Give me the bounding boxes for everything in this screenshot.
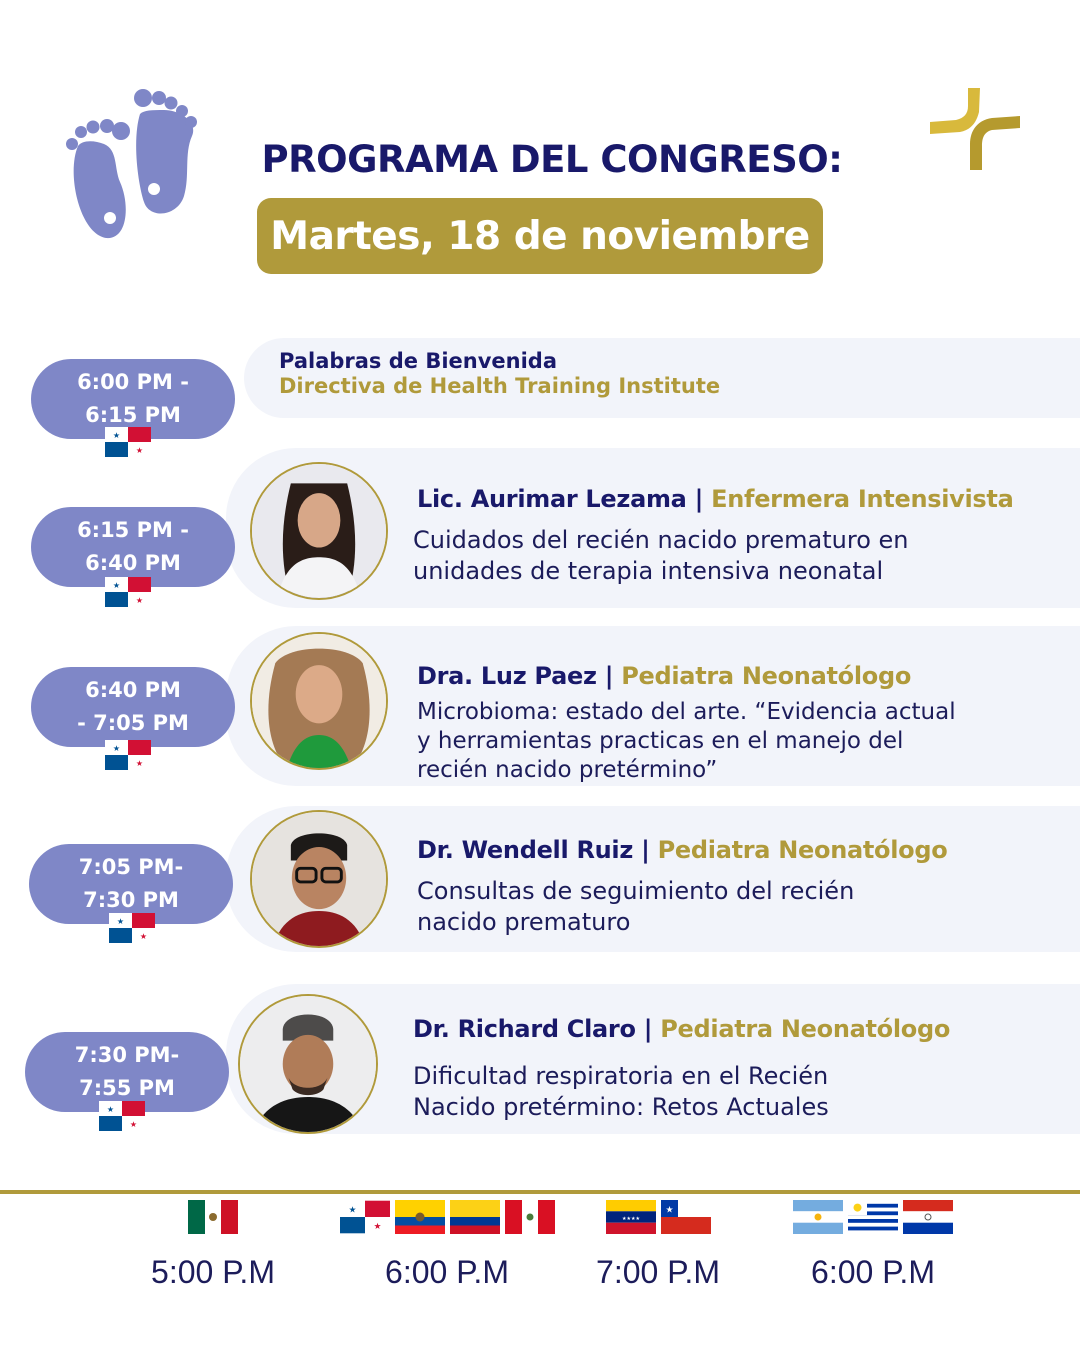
timezone-group [338, 1200, 556, 1291]
time-slot-pill: 6:00 PM - 6:15 PM [31, 359, 235, 439]
speaker-name: Dr. Richard Claro [413, 1015, 636, 1043]
timezone-time: 6:00 P.M [811, 1254, 935, 1290]
timezone-group [140, 1200, 286, 1291]
time-slot-pill: 6:15 PM - 6:40 PM [31, 507, 235, 587]
timezone-time: 7:00 P.M [596, 1254, 720, 1290]
speaker-photo [250, 462, 388, 600]
paraguay-flag-icon [903, 1200, 953, 1234]
svg-text:★: ★ [112, 744, 121, 753]
session-topic: Consultas de seguimiento del recién nacido prematuro [417, 877, 855, 936]
colombia-flag-icon [450, 1200, 500, 1234]
argentina-flag-icon [793, 1200, 843, 1234]
welcome-subtitle: Directiva de Health Training Institute [279, 374, 721, 398]
session-topic: Microbioma: estado del arte. “Evidencia actual y herramientas practicas en el manejo del recién nacido pretérmino” [417, 699, 956, 783]
timezone-time: 6:00 P.M [385, 1254, 509, 1290]
svg-text:★: ★ [139, 932, 148, 941]
time-slot-pill: 7:30 PM- 7:55 PM [25, 1032, 229, 1112]
time-slot-pill: 7:05 PM- 7:30 PM [29, 844, 233, 924]
session-topic: Dificultad respiratoria en el Recién Nacido pretérmino: Retos Actuales [413, 1062, 829, 1121]
panama-flag-icon [105, 577, 151, 607]
speaker-name: Dr. Wendell Ruiz [417, 836, 634, 864]
panama-flag-icon [109, 913, 155, 943]
speaker-photo [250, 632, 388, 770]
panama-flag-icon [99, 1101, 145, 1131]
speaker-name-line: Dr. Wendell Ruiz | Pediatra Neonatólogo [417, 836, 948, 864]
panama-flag-icon [340, 1200, 390, 1234]
session-topic: Cuidados del recién nacido prematuro en unidades de terapia intensiva neonatal [413, 526, 909, 585]
speaker-name: Dra. Luz Paez [417, 662, 597, 690]
event-date-badge: Martes, 18 de noviembre [257, 198, 823, 274]
speaker-role: Enfermera Intensivista [711, 485, 1014, 513]
timezone-time: 5:00 P.M [151, 1254, 275, 1290]
panama-flag-icon [105, 427, 151, 457]
page-title: PROGRAMA DEL CONGRESO: [261, 138, 843, 181]
svg-text:★: ★ [135, 759, 144, 768]
svg-text:★: ★ [116, 917, 125, 926]
svg-text:★: ★ [112, 581, 121, 590]
speaker-name-line: Lic. Aurimar Lezama | Enfermera Intensivista [417, 485, 1014, 513]
chile-flag-icon [661, 1200, 711, 1234]
speaker-photo [238, 994, 378, 1134]
speaker-name: Lic. Aurimar Lezama [417, 485, 687, 513]
svg-text:★: ★ [135, 596, 144, 605]
speaker-role: Pediatra Neonatólogo [660, 1015, 951, 1043]
timezone-group [584, 1200, 732, 1291]
svg-text:★: ★ [129, 1120, 138, 1129]
svg-text:★: ★ [112, 431, 121, 440]
svg-text:★: ★ [348, 1205, 356, 1216]
speaker-name-line: Dra. Luz Paez | Pediatra Neonatólogo [417, 662, 912, 690]
speaker-photo [250, 810, 388, 948]
svg-text:★★★★: ★★★★ [621, 1216, 640, 1222]
venezuela-flag-icon [606, 1200, 656, 1234]
mexico-flag-icon [188, 1200, 238, 1234]
speaker-name-line: Dr. Richard Claro | Pediatra Neonatólogo [413, 1015, 951, 1043]
svg-text:★: ★ [135, 446, 144, 455]
welcome-title: Palabras de Bienvenida [279, 349, 558, 373]
uruguay-flag-icon [848, 1200, 898, 1234]
speaker-role: Pediatra Neonatólogo [621, 662, 912, 690]
footer-divider [0, 1190, 1080, 1194]
peru-flag-icon [505, 1200, 555, 1234]
speaker-role: Pediatra Neonatólogo [657, 836, 948, 864]
timezone-group [790, 1200, 956, 1291]
svg-text:★: ★ [664, 1205, 674, 1216]
panama-flag-icon [105, 740, 151, 770]
svg-text:★: ★ [106, 1105, 115, 1114]
time-slot-pill: 6:40 PM - 7:05 PM [31, 667, 235, 747]
ecuador-flag-icon [395, 1200, 445, 1234]
svg-text:★: ★ [373, 1221, 381, 1232]
